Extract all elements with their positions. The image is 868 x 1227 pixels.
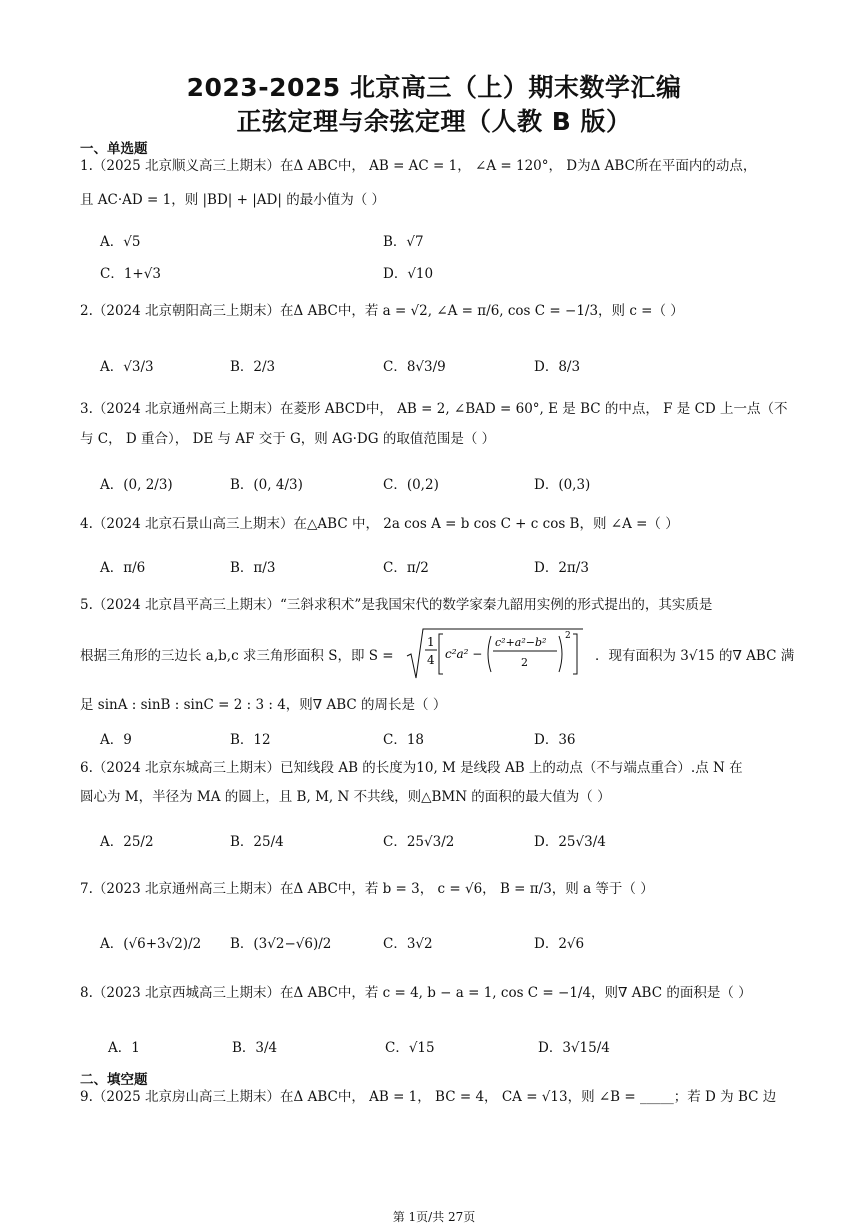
question-2-stem: 2.（2024 北京朝阳高三上期末）在Δ ABC中，若 a = √2, ∠A = π/6, cos C = −1/3，则 c =（ ） bbox=[80, 303, 684, 319]
question-3-line-2: 与 C， D 重合）， DE 与 AF 交于 G，则 AG·DG 的取值范围是（ ） bbox=[80, 431, 496, 447]
question-8-option-a: A．1 bbox=[108, 1040, 140, 1056]
question-4-stem: 4.（2024 北京石景山高三上期末）在△ABC 中， 2a cos A = b cos C + c cos B，则 ∠A =（ ） bbox=[80, 516, 679, 532]
question-4-option-d: D．2π/3 bbox=[534, 560, 589, 576]
question-4-option-a: A．π/6 bbox=[100, 560, 146, 576]
question-8-option-c: C．√15 bbox=[385, 1040, 435, 1056]
section-heading-fill: 二、填空题 bbox=[80, 1072, 148, 1088]
question-1-option-a: A．√5 bbox=[100, 234, 141, 250]
question-8-option-d: D．3√15/4 bbox=[538, 1040, 610, 1056]
heron-formula-graphic bbox=[405, 626, 585, 682]
question-5-option-a: A．9 bbox=[100, 732, 132, 748]
svg-text:c²+a²−b²: c²+a²−b² bbox=[495, 636, 547, 649]
question-2-option-c: C．8√3/9 bbox=[383, 359, 446, 375]
svg-text:2: 2 bbox=[565, 631, 571, 641]
question-3-option-c: C．(0,2) bbox=[383, 477, 439, 493]
question-6-option-a: A．25/2 bbox=[100, 834, 154, 850]
question-5-line-1: 5.（2024 北京昌平高三上期末）“三斜求积术”是我国宋代的数学家秦九韶用实例的形式提出的，其实质是 bbox=[80, 597, 713, 613]
svg-text:c²a² −: c²a² − bbox=[445, 647, 483, 661]
question-3-option-a: A．(0, 2/3) bbox=[100, 477, 173, 493]
section-heading-choice: 一、单选题 bbox=[80, 141, 148, 157]
svg-text:2: 2 bbox=[521, 656, 528, 669]
question-1-line-2: 且 AC·AD = 1，则 |BD| + |AD| 的最小值为（ ） bbox=[80, 192, 385, 208]
question-6-option-d: D．25√3/4 bbox=[534, 834, 606, 850]
question-7-option-a: A．(√6+3√2)/2 bbox=[100, 936, 202, 952]
question-4-option-b: B．π/3 bbox=[230, 560, 276, 576]
question-7-option-d: D．2√6 bbox=[534, 936, 585, 952]
question-3-option-d: D．(0,3) bbox=[534, 477, 591, 493]
question-6-line-1: 6.（2024 北京东城高三上期末）已知线段 AB 的长度为10, M 是线段 AB 上的动点（不与端点重合）.点 N 在 bbox=[80, 760, 743, 776]
question-8-stem: 8.（2023 北京西城高三上期末）在Δ ABC中，若 c = 4, b − a = 1, cos C = −1/4，则∇ ABC 的面积是（ ） bbox=[80, 985, 752, 1001]
question-7-option-c: C．3√2 bbox=[383, 936, 433, 952]
question-1-option-b: B．√7 bbox=[383, 234, 424, 250]
question-8-option-b: B．3/4 bbox=[232, 1040, 278, 1056]
question-6-line-2: 圆心为 M，半径为 MA 的圆上，且 B, M, N 不共线，则△BMN 的面积的最大值为（ ） bbox=[80, 789, 611, 805]
question-1-option-d: D．√10 bbox=[383, 266, 434, 282]
page-footer: 第 1页/共 27页 bbox=[392, 1210, 476, 1224]
question-4-option-c: C．π/2 bbox=[383, 560, 429, 576]
question-2-option-b: B．2/3 bbox=[230, 359, 276, 375]
document-subtitle: 正弦定理与余弦定理（人教 B 版） bbox=[236, 107, 632, 136]
question-5-line-3: 足 sinA : sinB : sinC = 2 : 3 : 4，则∇ ABC 的周长是（ ） bbox=[80, 697, 447, 713]
document-title: 2023-2025 北京高三（上）期末数学汇编 bbox=[186, 73, 682, 102]
question-7-option-b: B．(3√2−√6)/2 bbox=[230, 936, 332, 952]
question-3-option-b: B．(0, 4/3) bbox=[230, 477, 303, 493]
question-6-option-b: B．25/4 bbox=[230, 834, 284, 850]
question-7-stem: 7.（2023 北京通州高三上期末）在Δ ABC中，若 b = 3， c = √6， B = π/3，则 a 等于（ ） bbox=[80, 881, 654, 897]
question-5-line-2b: ．现有面积为 3√15 的∇ ABC 满 bbox=[595, 648, 795, 664]
question-6-option-c: C．25√3/2 bbox=[383, 834, 455, 850]
question-5-option-d: D．36 bbox=[534, 732, 576, 748]
question-2-option-a: A．√3/3 bbox=[100, 359, 154, 375]
question-5-option-b: B．12 bbox=[230, 732, 271, 748]
question-5-line-2a: 根据三角形的三边长 a,b,c 求三角形面积 S，即 S = bbox=[80, 648, 394, 664]
question-3-line-1: 3.（2024 北京通州高三上期末）在菱形 ABCD中， AB = 2, ∠BAD = 60°, E 是 BC 的中点， F 是 CD 上一点（不 bbox=[80, 401, 788, 417]
question-1-option-c: C．1+√3 bbox=[100, 266, 161, 282]
question-2-option-d: D．8/3 bbox=[534, 359, 581, 375]
svg-text:1: 1 bbox=[427, 635, 435, 649]
question-5-option-c: C．18 bbox=[383, 732, 425, 748]
question-1-line-1: 1.（2025 北京顺义高三上期末）在Δ ABC中， AB = AC = 1， ∠A = 120°， D为Δ ABC所在平面内的动点， bbox=[80, 158, 757, 174]
svg-text:4: 4 bbox=[427, 653, 435, 667]
question-9-stem: 9.（2025 北京房山高三上期末）在Δ ABC中， AB = 1， BC = 4， CA = √13，则 ∠B = _____；若 D 为 BC 边 bbox=[80, 1089, 777, 1105]
